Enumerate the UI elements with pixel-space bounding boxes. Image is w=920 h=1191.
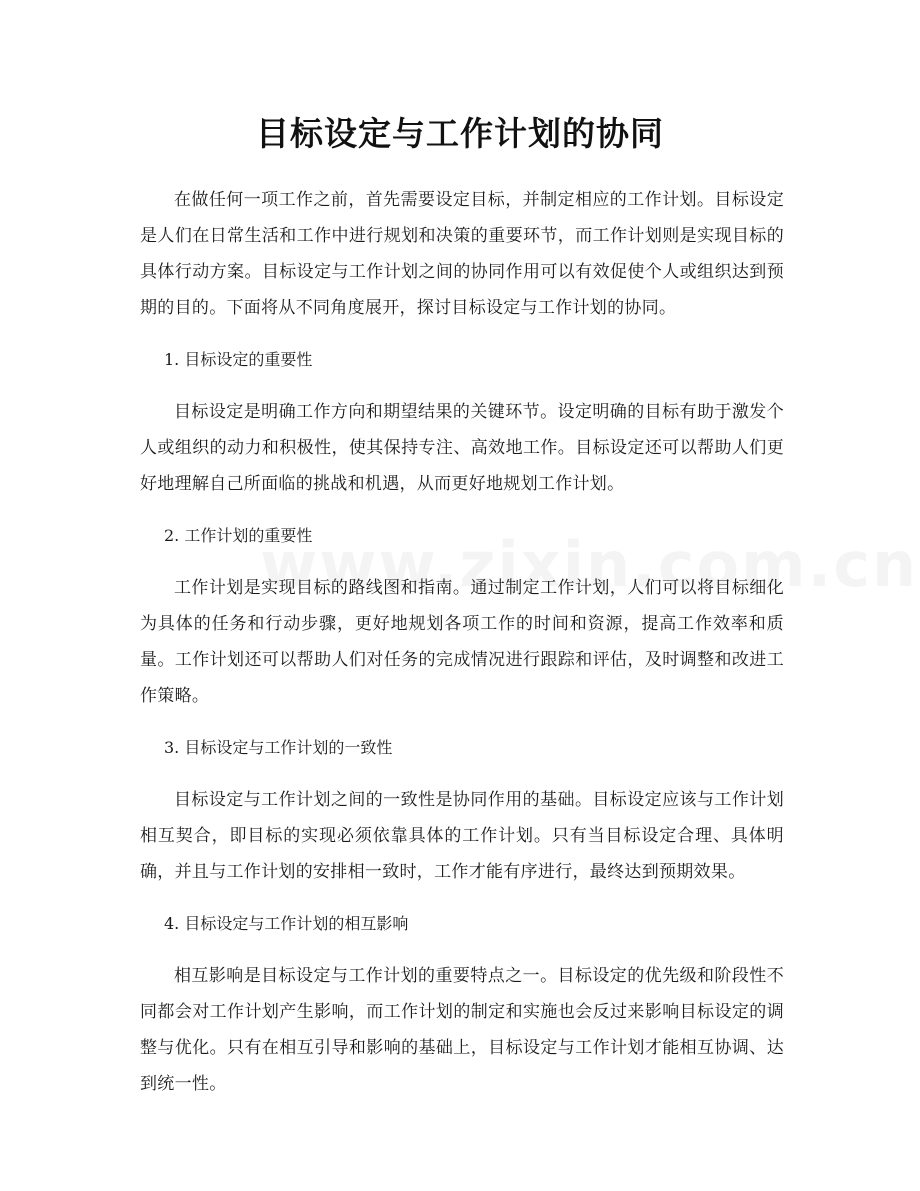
section-heading-4: 4. 目标设定与工作计划的相互影响 <box>164 914 409 933</box>
section-heading-2: 2. 工作计划的重要性 <box>164 526 313 545</box>
page-title: 目标设定与工作计划的协同 <box>256 114 664 153</box>
section-body-3: 目标设定与工作计划之间的一致性是协同作用的基础。目标设定应该与工作计划相互契合，即目标的实现必须依靠具体的工作计划。只有当目标设定合理、具体明确，并且与工作计划的安排相一致时，工作才能有序进行，最终达到预期效果。 <box>140 790 784 882</box>
section-body-4: 相互影响是目标设定与工作计划的重要特点之一。目标设定的优先级和阶段性不同都会对工作计划产生影响，而工作计划的制定和实施也会反过来影响目标设定的调整与优化。只有在相互引导和影响的基础上，目标设定与工作计划才能相互协调、达到统一性。 <box>140 966 784 1094</box>
section-heading-1: 1. 目标设定的重要性 <box>164 350 313 369</box>
document-body <box>140 182 784 1102</box>
section-heading-3: 3. 目标设定与工作计划的一致性 <box>164 738 393 757</box>
section-body-1: 目标设定是明确工作方向和期望结果的关键环节。设定明确的目标有助于激发个人或组织的动力和积极性，使其保持专注、高效地工作。目标设定还可以帮助人们更好地理解自己所面临的挑战和机遇，从而更好地规划工作计划。 <box>140 402 784 494</box>
section-body-2: 工作计划是实现目标的路线图和指南。通过制定工作计划，人们可以将目标细化为具体的任务和行动步骤，更好地规划各项工作的时间和资源，提高工作效率和质量。工作计划还可以帮助人们对任务的完成情况进行跟踪和评估，及时调整和改进工作策略。 <box>140 578 784 706</box>
intro-paragraph: 在做任何一项工作之前，首先需要设定目标，并制定相应的工作计划。目标设定是人们在日常生活和工作中进行规划和决策的重要环节，而工作计划则是实现目标的具体行动方案。目标设定与工作计划之间的协同作用可以有效促使个人或组织达到预期的目的。下面将从不同角度展开，探讨目标设定与工作计划的协同。 <box>140 190 784 318</box>
